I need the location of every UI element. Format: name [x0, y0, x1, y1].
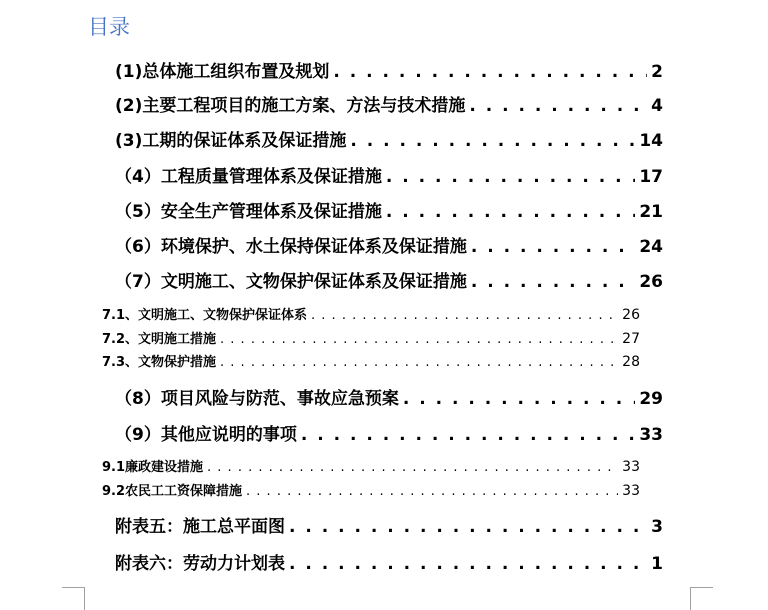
toc-entry-label: （4）工程质量管理体系及保证措施: [115, 167, 382, 187]
toc-leader-dots: [311, 308, 618, 323]
toc-entry-label: （8）项目风险与防范、事故应急预案: [115, 389, 399, 409]
toc-entry-3[interactable]: [115, 126, 663, 152]
toc-page-number: 24: [639, 237, 663, 257]
toc-leader-dots: [289, 517, 647, 537]
toc-entry-label: （7）文明施工、文物保护保证体系及保证措施: [115, 272, 467, 292]
toc-page-number: 1: [651, 554, 663, 574]
toc-leader-dots: [289, 554, 647, 574]
toc-entry-1[interactable]: [115, 57, 663, 83]
toc-leader-dots: [301, 425, 635, 445]
toc-page-number: 26: [639, 272, 663, 292]
toc-leader-dots: [471, 272, 636, 292]
toc-entry-9-1[interactable]: [102, 456, 640, 476]
toc-entry-label: （6）环境保护、水土保持保证体系及保证措施: [115, 237, 467, 257]
toc-page-number: 21: [639, 202, 663, 222]
toc-page-number: 29: [639, 389, 663, 409]
toc-leader-dots: [471, 237, 636, 257]
toc-page-number: 26: [622, 307, 640, 323]
toc-leader-dots: [207, 460, 618, 475]
toc-entry-9[interactable]: [115, 420, 663, 446]
toc-entry-label: 7.1、文明施工、文物保护保证体系: [102, 308, 308, 323]
toc-entry-7-2[interactable]: [102, 328, 640, 348]
toc-entry-label: (1)总体施工组织布置及规划: [115, 62, 330, 82]
toc-leader-dots: [386, 167, 636, 187]
toc-entry-label: （5）安全生产管理体系及保证措施: [115, 202, 382, 222]
toc-entry-7-3[interactable]: [102, 351, 640, 371]
toc-page-number: 33: [639, 425, 663, 445]
toc-page-number: 3: [651, 517, 663, 537]
toc-entry-label: （9）其他应说明的事项: [115, 425, 297, 445]
toc-entry-label: 9.1廉政建设措施: [102, 460, 204, 475]
toc-page-number: 14: [639, 131, 663, 151]
toc-entry-7-1[interactable]: [102, 304, 640, 324]
toc-page-number: 4: [651, 96, 663, 116]
toc-entry-label: 附表六：劳动力计划表: [115, 554, 285, 574]
toc-entry-label: 附表五：施工总平面图: [115, 517, 285, 537]
toc-leader-dots: [220, 332, 618, 347]
toc-entry-appendix-5[interactable]: [115, 512, 663, 538]
toc-entry-label: (2)主要工程项目的施工方案、方法与技术措施: [115, 96, 466, 116]
toc-leader-dots: [469, 96, 647, 116]
toc-leader-dots: [333, 62, 647, 82]
toc-entry-9-2[interactable]: [102, 480, 640, 500]
toc-page-number: 2: [651, 62, 663, 82]
toc-entry-label: 9.2农民工工资保障措施: [102, 484, 243, 499]
toc-page-number: 17: [639, 167, 663, 187]
toc-entry-7[interactable]: [115, 267, 663, 293]
toc-title: 目录: [88, 15, 130, 39]
toc-entry-6[interactable]: [115, 232, 663, 258]
toc-entry-8[interactable]: [115, 384, 663, 410]
page-corner-mark-left: [62, 587, 85, 610]
toc-entry-label: (3)工期的保证体系及保证措施: [115, 131, 347, 151]
toc-page-number: 27: [622, 331, 640, 347]
toc-entry-4[interactable]: [115, 162, 663, 188]
toc-leader-dots: [350, 131, 635, 151]
toc-page-number: 33: [622, 483, 640, 499]
toc-leader-dots: [246, 484, 618, 499]
page-corner-mark-right: [690, 587, 713, 610]
toc-entry-5[interactable]: [115, 197, 663, 223]
toc-entry-2[interactable]: [115, 91, 663, 117]
toc-entry-appendix-6[interactable]: [115, 549, 663, 575]
toc-leader-dots: [403, 389, 636, 409]
toc-page-number: 28: [622, 354, 640, 370]
toc-leader-dots: [386, 202, 636, 222]
toc-page-number: 33: [622, 459, 640, 475]
toc-leader-dots: [220, 355, 618, 370]
toc-entry-label: 7.3、文物保护措施: [102, 355, 217, 370]
toc-entry-label: 7.2、文明施工措施: [102, 332, 217, 347]
